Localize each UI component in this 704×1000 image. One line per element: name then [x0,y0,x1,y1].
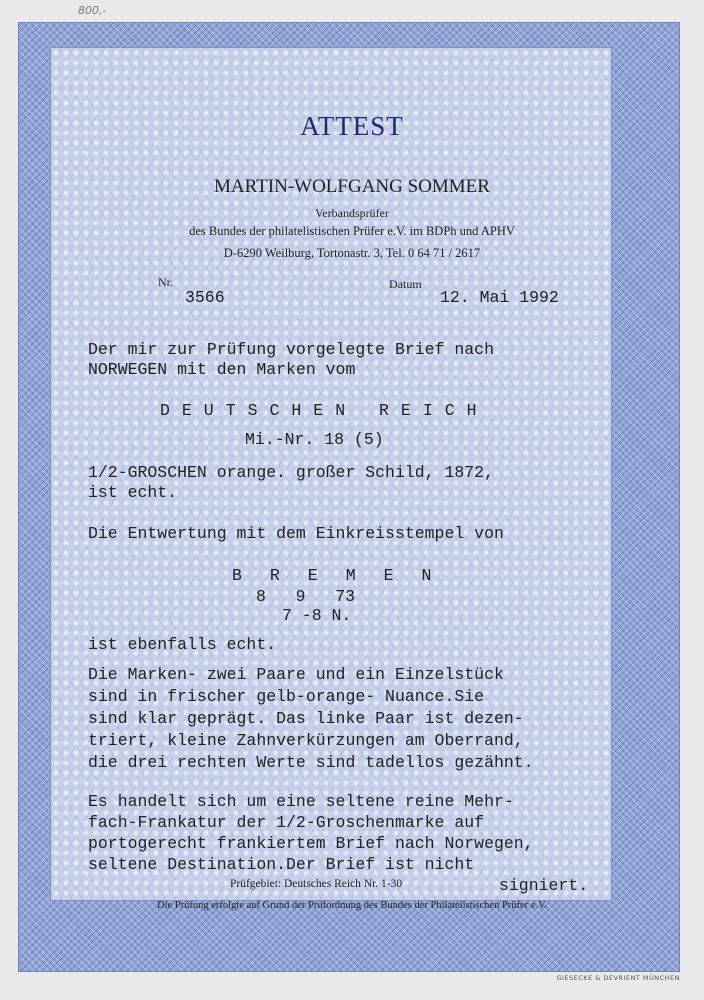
rarity-line-3: portogerecht frankiertem Brief nach Norwegen, [88,834,534,853]
examiner-address: D-6290 Weilburg, Tortonastr. 3, Tel. 0 64 71 / 2617 [223,246,481,260]
certificate-date: 12. Mai 1992 [440,288,559,307]
examination-area: Prüfgebiet: Deutsches Reich Nr. 1-30 [230,878,403,890]
cancel-intro: Die Entwertung mit dem Einkreisstempel von [88,524,504,543]
stamp-description-1: 1/2-GROSCHEN orange. großer Schild, 1872, [88,463,494,482]
stamp-description-2: ist echt. [88,483,178,502]
certificate-title: ATTEST [300,111,404,141]
examination-rules-note: Die Prüfung erfolgte auf Grund der Prüfordnung des Bundes der Philatelistischen Prüfer e.V. [157,900,547,911]
condition-line-4: triert, kleine Zahnverkürzungen am Oberrand, [88,731,524,750]
intro-line-1: Der mir zur Prüfung vorgelegte Brief nach [88,340,494,359]
examiner-association: des Bundes der philatelistischen Prüfer e.V. im BDPh und APHV [189,224,515,238]
condition-line-1: Die Marken- zwei Paare und ein Einzelstück [88,665,504,684]
examiner-name: MARTIN-WOLFGANG SOMMER [214,176,490,197]
signed-note: signiert. [499,876,589,895]
cancel-date-line-1: 8 9 73 [256,587,356,606]
cancel-genuine: ist ebenfalls echt. [88,635,277,654]
condition-line-2: sind in frischer gelb-orange- Nuance.Sie [88,687,485,706]
handwritten-price-note: 800,- [78,4,107,17]
date-label: Datum [389,277,422,291]
number-label: Nr. [158,275,173,289]
condition-line-5: die drei rechten Werte sind tadellos gezähnt. [88,753,534,772]
examiner-role: Verbandsprüfer [315,206,389,220]
intro-line-2: NORWEGEN mit den Marken vom [88,360,356,379]
certificate-number: 3566 [185,288,225,307]
catalog-number: Mi.-Nr. 18 (5) [245,430,384,449]
cancel-place: BREMEN [232,566,460,585]
printer-imprint: GIESECKE & DEVRIENT MÜNCHEN [556,974,680,982]
rarity-line-1: Es handelt sich um eine seltene reine Mehr- [88,792,514,811]
rarity-line-2: fach-Frankatur der 1/2-Groschenmarke auf [88,813,485,832]
rarity-line-4: seltene Destination.Der Brief ist nicht [88,855,475,874]
cancel-date-line-2: 7 -8 N. [282,606,352,625]
origin-country: DEUTSCHEN REICH [160,401,489,420]
condition-line-3: sind klar geprägt. Das linke Paar ist dezen- [88,709,524,728]
